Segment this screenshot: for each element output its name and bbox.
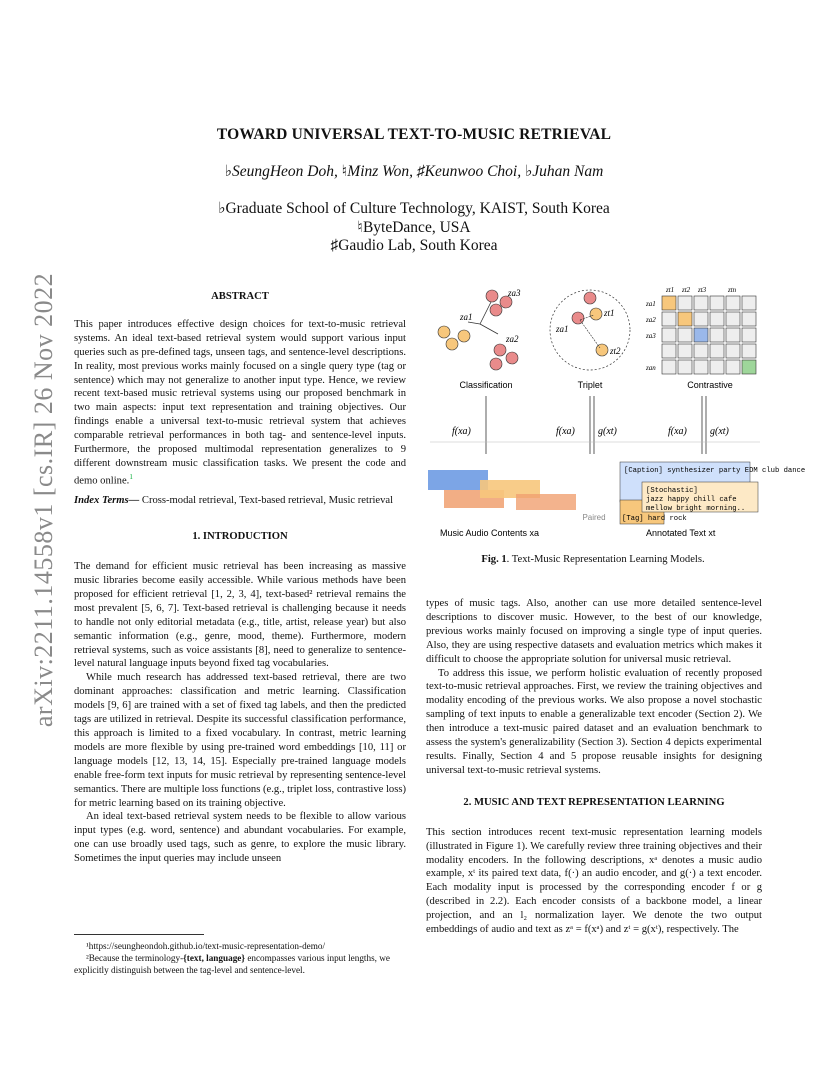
grid-row-3: za3: [646, 332, 656, 340]
triplet-label-2: zt1: [604, 308, 615, 318]
grid-col-3: zt3: [698, 286, 707, 294]
contrastive-panel: [645, 286, 756, 390]
grid-col-2: zt2: [682, 286, 691, 294]
text-box-caption: [Caption] synthesizer party EDM club dance: [624, 467, 806, 475]
index-terms: Index Terms— Cross-modal retrieval, Text-based retrieval, Music retrieval: [74, 495, 394, 507]
class-label-2: za1: [460, 312, 473, 322]
abstract-heading: ABSTRACT: [211, 291, 269, 302]
authors: ♭SeungHeon Doh, ♮Minz Won, ♯Keunwoo Choi, ♭Juhan Nam: [224, 163, 604, 180]
paired-label: Paired: [582, 513, 606, 522]
bottom-left-label: Music Audio Contents xa: [440, 528, 540, 538]
enc-label-4: f(xa): [668, 426, 687, 437]
intro-paragraph-2: While much research has addressed text-based retrieval, there are two dominant approaches: classification and metric learning. Classification models [9, 6] are trained with a set of fixed tag labels, and then the predicted tags are utilized in retrieval. Despite its successful classification performance, this approach is limited to a fixed vocabulary. In contrast, metric learning models are more flexible by using pre-trained word embeddings [10, 11] or language models [12, 13, 14, 15]. Especially pre-trained language models enable free-form text inputs for music retrieval by representing sentence-level semantics. There are multiple loss functions (e.g., triplet loss, contrastive loss) for metric learning based on its training objective.: [74, 672, 406, 809]
grid-col-1: zt1: [666, 286, 675, 294]
right-column: [426, 597, 762, 937]
text-box-stochastic-title: [Stochastic]: [646, 487, 698, 495]
text-box-stochastic-l2: mellow bright morning..: [646, 505, 746, 513]
figure-1: [420, 284, 806, 544]
bottom-right-label: Annotated Text xt: [646, 528, 716, 538]
arxiv-id: arXiv:2211.14558v1 [cs.IR] 26 Nov 2022: [29, 272, 58, 728]
triplet-label-3: zt2: [610, 346, 621, 356]
classification-panel: [438, 288, 521, 390]
text-box-stochastic-l1: jazz happy chill cafe: [646, 496, 737, 504]
affiliation-3: ♯Gaudio Lab, South Korea: [330, 237, 498, 254]
text-box-tag: [Tag] hard rock: [622, 515, 687, 523]
section2-heading: 2. MUSIC AND TEXT REPRESENTATION LEARNING: [463, 796, 725, 808]
enc-label-1: f(xa): [452, 426, 471, 437]
triplet-label-1: za1: [556, 324, 569, 334]
footnote-rule: [74, 934, 204, 935]
grid-row-2: za2: [646, 316, 656, 324]
affiliation-2: ♮ByteDance, USA: [357, 219, 471, 236]
paper-title: TOWARD UNIVERSAL TEXT-TO-MUSIC RETRIEVAL: [216, 126, 612, 143]
class-label-1: za3: [508, 288, 521, 298]
panel-label-triplet: Triplet: [577, 380, 603, 390]
triplet-panel: [550, 290, 630, 390]
affiliation-1: ♭Graduate School of Culture Technology, KAIST, South Korea: [218, 200, 610, 217]
enc-label-5: g(xt): [710, 426, 729, 437]
footnote-2: ²Because the terminology-{text, language} encompasses various input lengths, we explicitly distinguish between the tag-level and sentence-level.: [74, 953, 390, 975]
right-paragraph-1: types of music tags. Also, another can use more detailed sentence-level descriptions to discover music. However, to the best of our knowledge, previous works mainly focused on improving a single type of input queries. Also, they are using respective datasets and evaluation metrics which makes it difficult to choose the appropriate solution for universal music retrieval.: [426, 598, 762, 665]
footnote-1: ¹https://seungheondoh.github.io/text-music-representation-demo/: [86, 941, 326, 951]
panel-label-contrastive: Contrastive: [687, 380, 733, 390]
footnotes: [74, 940, 406, 976]
class-label-3: za2: [506, 334, 519, 344]
grid-col-4: ztn: [728, 286, 737, 294]
grid-row-1: za1: [646, 300, 656, 308]
intro-paragraph-3: An ideal text-based retrieval system needs to be flexible to allow various input types (e.g. word, sentence) and abundant vocabularies. For example, one can use broadly used tags, such as genre, to explore the music library. Sometimes the input queries may include unseen: [74, 811, 406, 865]
enc-label-3: g(xt): [598, 426, 617, 437]
left-column: [74, 290, 406, 866]
abstract-body: This paper introduces effective design choices for text-to-music retrieval systems. An ideal text-based retrieval system would support various input queries such as pre-defined tags, unseen tags, and sentence-level descriptions. In reality, most previous works mainly focused on a single query type (tag or sentence) which may not generalize to another input type. Hence, we review recent text-based music retrieval systems using our proposed benchmark in two main aspects: input text representation and training objectives. Our findings enable a universal text-to-music retrieval system that achieves comparable retrieval performances in both tag- and sentence-level inputs. Furthermore, the proposed multimodal representation generalizes to 9 different downstream music classification tasks. We present the code and demo online.$^1$: [74, 318, 406, 487]
enc-label-2: f(xa): [556, 426, 575, 437]
audio-waveforms: [428, 470, 576, 510]
panel-label-classification: Classification: [459, 380, 513, 390]
intro-heading: 1. INTRODUCTION: [192, 531, 288, 543]
right-paragraph-2: To address this issue, we perform holistic evaluation of recently proposed text-to-music retrieval approaches. First, we review the training objectives and modality encoding of the previous works. We also propose a novel stochastic sampling of text inputs to enable a generalizable text encoder (Section 2). We then introduce a text-music paired dataset and an evaluation benchmark to assess the system's generalizability (Section 3). Section 4 depicts experimental results. Finally, Section 4 and 5 propose reusable insights for designing universal text-to-music retrieval systems.: [426, 667, 762, 776]
intro-paragraph-1: The demand for efficient music retrieval has been increasing as massive music libraries become easily accessible. While various methods have been proposed for efficient retrieval [1, 2, 3, 4], text-based² retrieval remains the most prevalent [5, 6, 7]. Text-based retrieval is challenging because it needs to handle not only editorial metadata (e.g., title, artist, release year) but also semantic information (e.g., genre, mood, theme). Furthermore, modern retrieval systems, such as voice assistants [8], need to generalize to sentence-level natural language inputs beyond fixed tag vocabularies.: [74, 561, 406, 670]
grid-row-4: zan: [646, 364, 656, 372]
figure-caption: Fig. 1. Text-Music Representation Learning Models.: [481, 554, 705, 565]
right-paragraph-3: This section introduces recent text-music representation learning models (illustrated in Figure 1). We carefully review three training objectives and their modality encoders. In the following descriptions, xᵃ denotes a music audio example, xᵗ its paired text data, f(·) an audio encoder, and g(·) a text encoder. Each modality input is processed by the corresponding encoder f or g (described in 2.2). Each encoder consists of a backbone model, a linear projection, and an l₂ normalization layer. We denote the two output embeddings of audio and text as zᵃ = f(xᵃ) and zᵗ = g(xᵗ), respectively. The: [426, 826, 762, 936]
